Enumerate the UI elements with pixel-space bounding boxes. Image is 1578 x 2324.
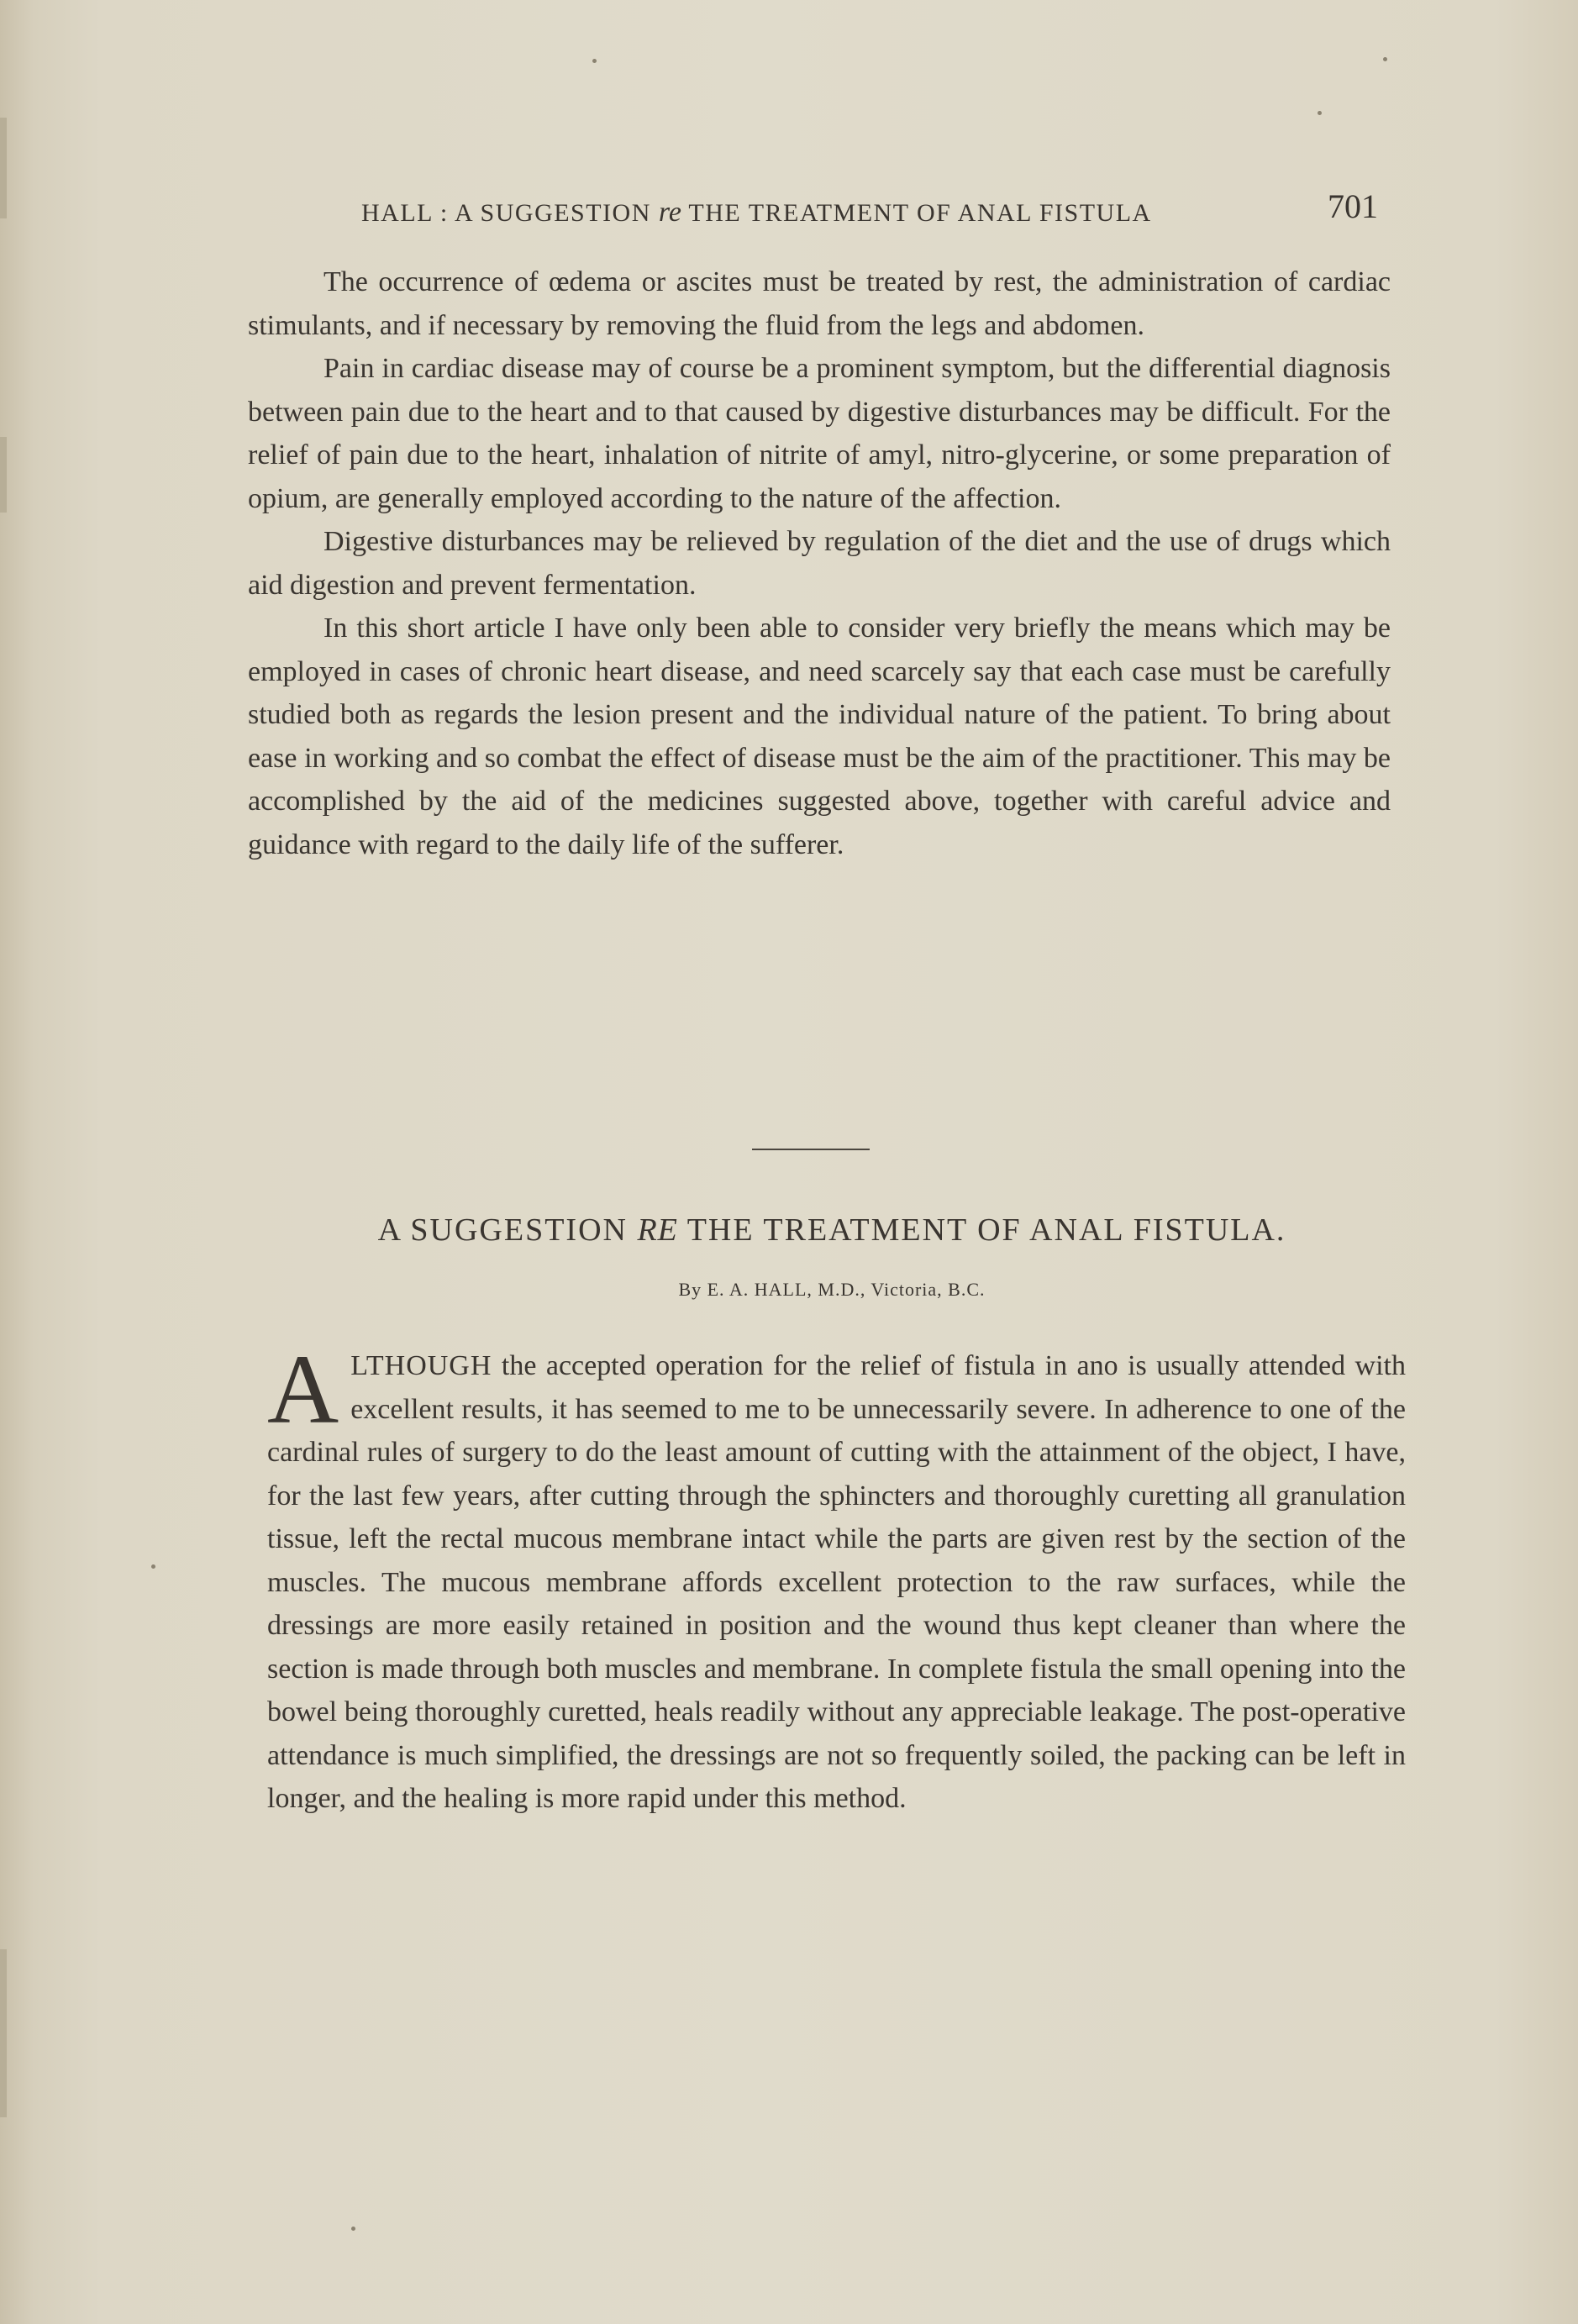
article-title: A SUGGESTION RE THE TREATMENT OF ANAL FISTULA. — [377, 1212, 1286, 1248]
article-paragraph — [267, 1334, 1406, 1821]
article-text: the accepted operation for the relief of fistula in ano is usually attended with excellent results, it has seemed to me to be unnecessarily severe. In adherence to one of the cardinal rules of surgery to do the least amount of cutting with the attainment of the object, I have, for the last few years, after cutting through the sphincters and thoroughly curetting all granulation tissue, left the rectal mucous membrane intact while the parts are given rest by the section of the muscles. The mucous membrane affords excellent protection to the raw surfaces, while the dressings are more easily retained in position and the wound thus kept cleaner than where the section is made through both muscles and membrane. In complete fistula the small opening into the bowel being thoroughly curetted, heals readily without any appreciable leakage. The post-operative attendance is much simplified, the dressings are not so frequently soiled, the packing can be left in longer, and the healing is more rapid under this method. — [267, 1350, 1406, 1814]
running-head — [361, 187, 1378, 237]
first-word: LTHOUGH — [350, 1350, 492, 1381]
paper-speck — [1318, 111, 1322, 115]
paper-speck — [151, 1564, 155, 1569]
gutter-shadow — [0, 437, 7, 513]
article-byline: By E. A. HALL, M.D., Victoria, B.C. — [678, 1279, 986, 1300]
paragraph: In this short article I have only been able to consider very briefly the means which may be employed in cases of chronic heart disease, and need scarcely say that each case must be carefully studied both as regards the lesion present and the individual nature of the patient. To bring about ease in working and so combat the effect of disease must be the aim of the practitioner. This may be accomplished by the aid of the medicines suggested above, together with careful advice and guidance with regard to the daily life of the sufferer. — [248, 613, 1391, 860]
paragraph: Digestive disturbances may be relieved by regulation of the diet and the use of drugs which aid digestion and prevent fermentation. — [248, 526, 1391, 601]
paper-speck — [351, 2227, 355, 2231]
paper-speck — [1383, 57, 1387, 61]
section-separator — [752, 1149, 870, 1150]
gutter-shadow — [0, 1949, 7, 2117]
paragraph: The occurrence of œdema or ascites must be treated by rest, the administration of cardiac stimulants, and if necessary by removing the fluid from the legs and abdomen. — [248, 266, 1391, 341]
drop-cap: A — [267, 1334, 339, 1444]
paper-speck — [592, 59, 597, 63]
page-number: 701 — [1328, 187, 1378, 225]
running-head-title: HALL : A SUGGESTION re THE TREATMENT OF ANAL FISTULA — [361, 197, 1152, 228]
paragraph: Pain in cardiac disease may of course be a prominent symptom, but the differential diagnosis between pain due to the heart and to that caused by digestive disturbances may be difficult. For the relief of pain due to the heart, inhalation of nitrite of amyl, nitro-glycerine, or some preparation of opium, are generally employed according to the nature of the affection. — [248, 353, 1391, 514]
article-body — [267, 1334, 1406, 1821]
previous-article-text — [248, 260, 1391, 866]
gutter-shadow — [0, 118, 7, 218]
